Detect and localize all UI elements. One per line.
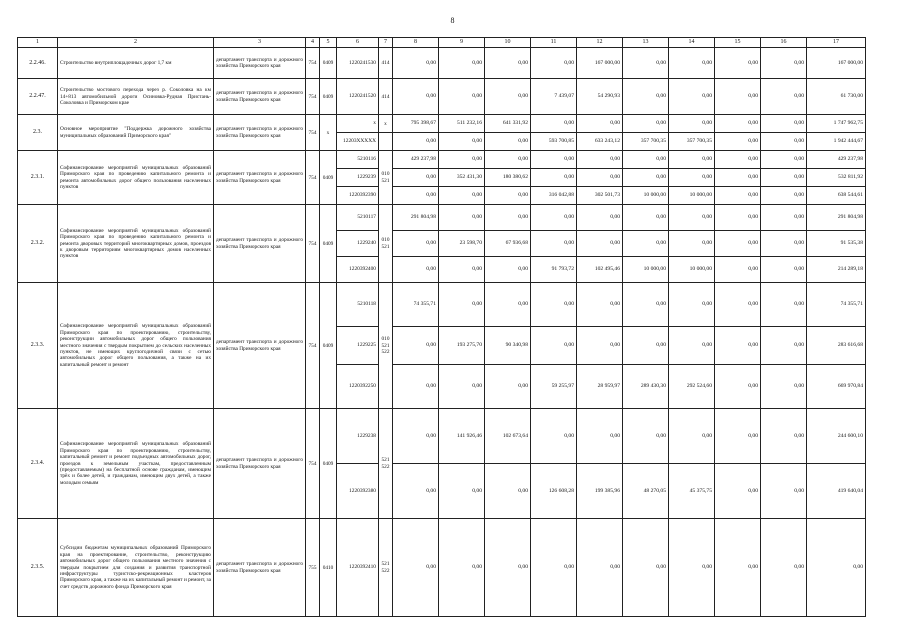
header-row (18, 38, 866, 48)
year-value: 0,00 (393, 519, 439, 617)
measure-name: Строительство мостового перехода через р. Соколовка на км 14+813 автомобильной дороги Осиновка-Рудная Пристань-Соколовка и Приморском крае (58, 79, 214, 115)
year-value: 0,00 (485, 519, 531, 617)
year-value: 0,00 (485, 365, 531, 409)
vr-code: 414 (379, 48, 393, 79)
table-row (18, 48, 866, 79)
year-value: 0,00 (715, 151, 761, 169)
vr-code: 010 521 522 (379, 283, 393, 409)
year-value: 0,00 (531, 519, 577, 617)
year-value: 48 270,05 (623, 464, 669, 519)
executor: департамент транспорта и дорожного хозяйства Приморского края (214, 519, 306, 617)
year-value: 0,00 (485, 205, 531, 231)
year-value: 0,00 (623, 115, 669, 133)
year-value: 0,00 (715, 327, 761, 365)
year-value: 0,00 (393, 79, 439, 115)
table-row (18, 283, 866, 327)
column-header: 10 (485, 38, 531, 48)
rzpr-code: 0409 (320, 283, 337, 409)
executor: департамент транспорта и дорожного хозяйства Приморского края (214, 48, 306, 79)
year-value: 0,00 (669, 169, 715, 187)
year-value: 0,00 (531, 48, 577, 79)
year-value: 0,00 (393, 257, 439, 283)
year-value: 0,00 (623, 79, 669, 115)
year-value: 0,00 (439, 464, 485, 519)
year-value: 167 000,00 (577, 48, 623, 79)
year-value: 0,00 (577, 205, 623, 231)
year-value: 180 380,62 (485, 169, 531, 187)
total-value: 244 600,10 (807, 409, 866, 464)
year-value: 0,00 (439, 133, 485, 151)
year-value: 10 000,00 (669, 187, 715, 205)
year-value: 0,00 (531, 205, 577, 231)
year-value: 593 700,85 (531, 133, 577, 151)
year-value: 0,00 (715, 187, 761, 205)
year-value: 0,00 (715, 169, 761, 187)
year-value: 289 430,30 (623, 365, 669, 409)
column-header: 5 (320, 38, 337, 48)
year-value: 0,00 (393, 48, 439, 79)
grbs-code: 754 (306, 115, 320, 151)
year-value: 0,00 (715, 79, 761, 115)
column-header: 8 (393, 38, 439, 48)
page-number: 8 (450, 16, 455, 25)
column-header: 6 (337, 38, 379, 48)
rzpr-code: 0409 (320, 79, 337, 115)
rzpr-code: х (320, 115, 337, 151)
year-value: 0,00 (623, 283, 669, 327)
year-value: 352 431,30 (439, 169, 485, 187)
year-value: 0,00 (669, 48, 715, 79)
year-value: 0,00 (485, 187, 531, 205)
total-value: 1 942 444,67 (807, 133, 866, 151)
year-value: 0,00 (715, 115, 761, 133)
year-value: 0,00 (623, 48, 669, 79)
year-value: 0,00 (669, 79, 715, 115)
year-value: 0,00 (577, 151, 623, 169)
grbs-code: 754 (306, 79, 320, 115)
year-value: 0,00 (393, 231, 439, 257)
column-header: 15 (715, 38, 761, 48)
year-value: 59 255,97 (531, 365, 577, 409)
table-row (18, 79, 866, 115)
year-value: 102 495,46 (577, 257, 623, 283)
year-value: 0,00 (485, 257, 531, 283)
vr-code: 521 522 (379, 519, 393, 617)
year-value: 0,00 (715, 205, 761, 231)
year-value: 0,00 (669, 115, 715, 133)
vr-code: 010 521 (379, 205, 393, 283)
year-value: 0,00 (623, 327, 669, 365)
year-value: 0,00 (531, 115, 577, 133)
csr-code: 5210116 (337, 151, 379, 169)
total-value: 429 237,98 (807, 151, 866, 169)
year-value: 126 608,28 (531, 464, 577, 519)
vr-code (379, 133, 393, 151)
csr-code: 5210118 (337, 283, 379, 327)
year-value: 0,00 (577, 519, 623, 617)
total-value: 638 544,61 (807, 187, 866, 205)
csr-code: 5210117 (337, 205, 379, 231)
grbs-code: 754 (306, 151, 320, 205)
rzpr-code: 0409 (320, 205, 337, 283)
year-value: 7 439,07 (531, 79, 577, 115)
column-header: 1 (18, 38, 58, 48)
csr-code: 1229240 (337, 231, 379, 257)
grbs-code: 754 (306, 48, 320, 79)
total-value: 419 640,04 (807, 464, 866, 519)
vr-code: х (379, 115, 393, 133)
year-value: 45 375,75 (669, 464, 715, 519)
table-row (18, 115, 866, 133)
year-value: 0,00 (439, 151, 485, 169)
year-value: 102 673,64 (485, 409, 531, 464)
year-value: 23 598,70 (439, 231, 485, 257)
year-value: 0,00 (439, 283, 485, 327)
year-value: 0,00 (623, 231, 669, 257)
total-value: 214 289,18 (807, 257, 866, 283)
year-value: 0,00 (669, 327, 715, 365)
csr-code: 1220392380 (337, 464, 379, 519)
year-value: 0,00 (577, 283, 623, 327)
executor: департамент транспорта и дорожного хозяйства Приморского края (214, 409, 306, 519)
year-value: 0,00 (623, 519, 669, 617)
year-value: 0,00 (669, 205, 715, 231)
total-value: 167 000,00 (807, 48, 866, 79)
year-value: 0,00 (761, 231, 807, 257)
year-value: 0,00 (439, 257, 485, 283)
year-value: 0,00 (715, 365, 761, 409)
measure-name: Софинансирование мероприятий муниципальных образований Приморского края по проектированию, строительству, реконструкции автомобильных дорог общего пользования местного значения с твердым покрытием до сельских населенных пунктов, не имеющих круглогодичной связи с сетью автомобильных дорог общего пользования, а также на их капитальный ремонт и ремонт (58, 283, 214, 409)
year-value: 0,00 (531, 151, 577, 169)
year-value: 0,00 (669, 283, 715, 327)
measure-name: Софинансирование мероприятий муниципальных образований Приморского края по проектированию, строительству, капитальный ремонт и ремонт подъездных автомобильных дорог, проездов к земельным участкам, предоставленным (предоставляемым) на бесплатной основе гражданам, имеющим трёх и более детей, и гражданам, имеющим двух детей, а также молодым семьям (58, 409, 214, 519)
row-number: 2.3.1. (18, 151, 58, 205)
row-number: 2.3. (18, 115, 58, 151)
row-number: 2.3.5. (18, 519, 58, 617)
year-value: 0,00 (715, 519, 761, 617)
year-value: 0,00 (761, 409, 807, 464)
year-value: 0,00 (439, 519, 485, 617)
csr-code: 1220392400 (337, 257, 379, 283)
executor: департамент транспорта и дорожного хозяйства Приморского края (214, 205, 306, 283)
column-header: 12 (577, 38, 623, 48)
total-value: 74 355,71 (807, 283, 866, 327)
year-value: 0,00 (761, 464, 807, 519)
year-value: 0,00 (485, 151, 531, 169)
total-value: 532 811,92 (807, 169, 866, 187)
year-value: 0,00 (715, 464, 761, 519)
measure-name: Основное мероприятие "Поддержка дорожного хозяйства муниципальных образований Приморского края" (58, 115, 214, 151)
vr-code: 010 521 (379, 151, 393, 205)
year-value: 0,00 (761, 151, 807, 169)
year-value: 0,00 (715, 257, 761, 283)
csr-code: 1229239 (337, 169, 379, 187)
year-value: 0,00 (715, 283, 761, 327)
year-value: 0,00 (623, 409, 669, 464)
year-value: 302 501,73 (577, 187, 623, 205)
csr-code: 1220392410 (337, 519, 379, 617)
table-row (18, 409, 866, 464)
column-header: 9 (439, 38, 485, 48)
measure-name: Строительство внутриплощадочных дорог 1,7 км (58, 48, 214, 79)
year-value: 0,00 (669, 151, 715, 169)
year-value: 67 936,68 (485, 231, 531, 257)
measure-name: Софинансирование мероприятий муниципальных образований Приморского края по проведению капитального ремонта и ремонта дворовых территорий многоквартирных домов, проездов к дворовым территориям многоквартирных домов населенных пунктов (58, 205, 214, 283)
year-value: 0,00 (761, 519, 807, 617)
year-value: 0,00 (761, 115, 807, 133)
year-value: 0,00 (761, 79, 807, 115)
column-header: 3 (214, 38, 306, 48)
table-row (18, 205, 866, 231)
year-value: 0,00 (577, 327, 623, 365)
column-header: 13 (623, 38, 669, 48)
year-value: 429 237,98 (393, 151, 439, 169)
year-value: 0,00 (761, 133, 807, 151)
column-header: 14 (669, 38, 715, 48)
year-value: 0,00 (485, 283, 531, 327)
year-value: 0,00 (393, 133, 439, 151)
year-value: 10 000,00 (623, 187, 669, 205)
grbs-code: 754 (306, 283, 320, 409)
csr-code: 1229238 (337, 409, 379, 464)
year-value: 0,00 (715, 133, 761, 151)
year-value: 141 926,46 (439, 409, 485, 464)
year-value: 0,00 (393, 187, 439, 205)
year-value: 357 700,35 (623, 133, 669, 151)
year-value: 0,00 (531, 283, 577, 327)
row-number: 2.2.47. (18, 79, 58, 115)
year-value: 0,00 (439, 205, 485, 231)
year-value: 0,00 (531, 169, 577, 187)
year-value: 0,00 (439, 48, 485, 79)
year-value: 0,00 (715, 409, 761, 464)
year-value: 74 355,71 (393, 283, 439, 327)
row-number: 2.2.46. (18, 48, 58, 79)
year-value: 291 804,98 (393, 205, 439, 231)
total-value: 283 616,68 (807, 327, 866, 365)
rzpr-code: 0409 (320, 48, 337, 79)
column-header: 17 (807, 38, 866, 48)
year-value: 292 524,60 (669, 365, 715, 409)
year-value: 511 232,16 (439, 115, 485, 133)
csr-code: 12203ХХХХХ (337, 133, 379, 151)
table-row (18, 519, 866, 617)
year-value: 199 385,96 (577, 464, 623, 519)
total-value: 61 730,00 (807, 79, 866, 115)
year-value: 0,00 (393, 464, 439, 519)
year-value: 0,00 (439, 79, 485, 115)
grbs-code: 754 (306, 409, 320, 519)
year-value: 0,00 (577, 115, 623, 133)
rzpr-code: 0409 (320, 409, 337, 519)
year-value: 0,00 (485, 133, 531, 151)
year-value: 0,00 (761, 169, 807, 187)
csr-code: 1220241530 (337, 48, 379, 79)
column-header: 16 (761, 38, 807, 48)
year-value: 0,00 (715, 231, 761, 257)
year-value: 641 331,92 (485, 115, 531, 133)
grbs-code: 754 (306, 205, 320, 283)
year-value: 10 000,00 (623, 257, 669, 283)
executor: департамент транспорта и дорожного хозяйства Приморского края (214, 283, 306, 409)
measure-name: Софинансирование мероприятий муниципальных образований Приморского края по проведению капитального ремонта и ремонта автомобильных дорог общего пользования населенных пунктов (58, 151, 214, 205)
executor: департамент транспорта и дорожного хозяйства Приморского края (214, 115, 306, 151)
year-value: 0,00 (669, 519, 715, 617)
measure-name: Субсидии бюджетам муниципальных образований Приморского края на проектирование, строительство, реконструкцию автомобильных дорог общего пользования местного значения с твердым покрытием для создания и развития транспортной инфраструктуры туристско-рекреационных кластеров Приморского края, а также на их капитальный ремонт и ремонт, за счет средств дорожного фонда Приморского края (58, 519, 214, 617)
year-value: 0,00 (577, 169, 623, 187)
year-value: 633 243,12 (577, 133, 623, 151)
executor: департамент транспорта и дорожного хозяйства Приморского края (214, 79, 306, 115)
year-value: 0,00 (669, 409, 715, 464)
year-value: 0,00 (485, 464, 531, 519)
year-value: 10 000,00 (669, 257, 715, 283)
row-number: 2.3.4. (18, 409, 58, 519)
year-value: 0,00 (715, 48, 761, 79)
executor: департамент транспорта и дорожного хозяйства Приморского края (214, 151, 306, 205)
csr-code: 1220241520 (337, 79, 379, 115)
table-body (18, 48, 866, 617)
year-value: 357 700,35 (669, 133, 715, 151)
csr-code: 1220392390 (337, 187, 379, 205)
total-value: 669 970,84 (807, 365, 866, 409)
program-table (17, 37, 866, 617)
year-value: 316 042,88 (531, 187, 577, 205)
year-value: 91 793,72 (531, 257, 577, 283)
csr-code: 1229225 (337, 327, 379, 365)
year-value: 0,00 (485, 79, 531, 115)
year-value: 0,00 (761, 48, 807, 79)
rzpr-code: 0410 (320, 519, 337, 617)
rzpr-code: 0409 (320, 151, 337, 205)
column-header: 7 (379, 38, 393, 48)
column-header: 4 (306, 38, 320, 48)
year-value: 0,00 (761, 283, 807, 327)
year-value: 0,00 (393, 169, 439, 187)
year-value: 0,00 (761, 365, 807, 409)
year-value: 193 275,70 (439, 327, 485, 365)
year-value: 0,00 (623, 205, 669, 231)
csr-code: 1220392250 (337, 365, 379, 409)
total-value: 0,00 (807, 519, 866, 617)
year-value: 28 959,97 (577, 365, 623, 409)
year-value: 0,00 (439, 187, 485, 205)
year-value: 0,00 (531, 231, 577, 257)
total-value: 91 535,38 (807, 231, 866, 257)
year-value: 0,00 (623, 151, 669, 169)
year-value: 0,00 (485, 48, 531, 79)
year-value: 0,00 (761, 257, 807, 283)
year-value: 0,00 (439, 365, 485, 409)
total-value: 291 804,98 (807, 205, 866, 231)
row-number: 2.3.3. (18, 283, 58, 409)
year-value: 0,00 (623, 169, 669, 187)
year-value: 90 340,98 (485, 327, 531, 365)
column-header: 11 (531, 38, 577, 48)
vr-code: 414 (379, 79, 393, 115)
year-value: 0,00 (761, 327, 807, 365)
csr-code: х (337, 115, 379, 133)
vr-code: 521 522 (379, 409, 393, 519)
total-value: 1 747 962,75 (807, 115, 866, 133)
row-number: 2.3.2. (18, 205, 58, 283)
year-value: 54 290,93 (577, 79, 623, 115)
year-value: 0,00 (393, 409, 439, 464)
year-value: 0,00 (577, 409, 623, 464)
year-value: 0,00 (761, 205, 807, 231)
year-value: 0,00 (393, 327, 439, 365)
year-value: 0,00 (577, 231, 623, 257)
year-value: 795 398,67 (393, 115, 439, 133)
table-row (18, 151, 866, 169)
grbs-code: 755 (306, 519, 320, 617)
year-value: 0,00 (761, 187, 807, 205)
year-value: 0,00 (531, 327, 577, 365)
column-header: 2 (58, 38, 214, 48)
year-value: 0,00 (393, 365, 439, 409)
year-value: 0,00 (531, 409, 577, 464)
year-value: 0,00 (669, 231, 715, 257)
